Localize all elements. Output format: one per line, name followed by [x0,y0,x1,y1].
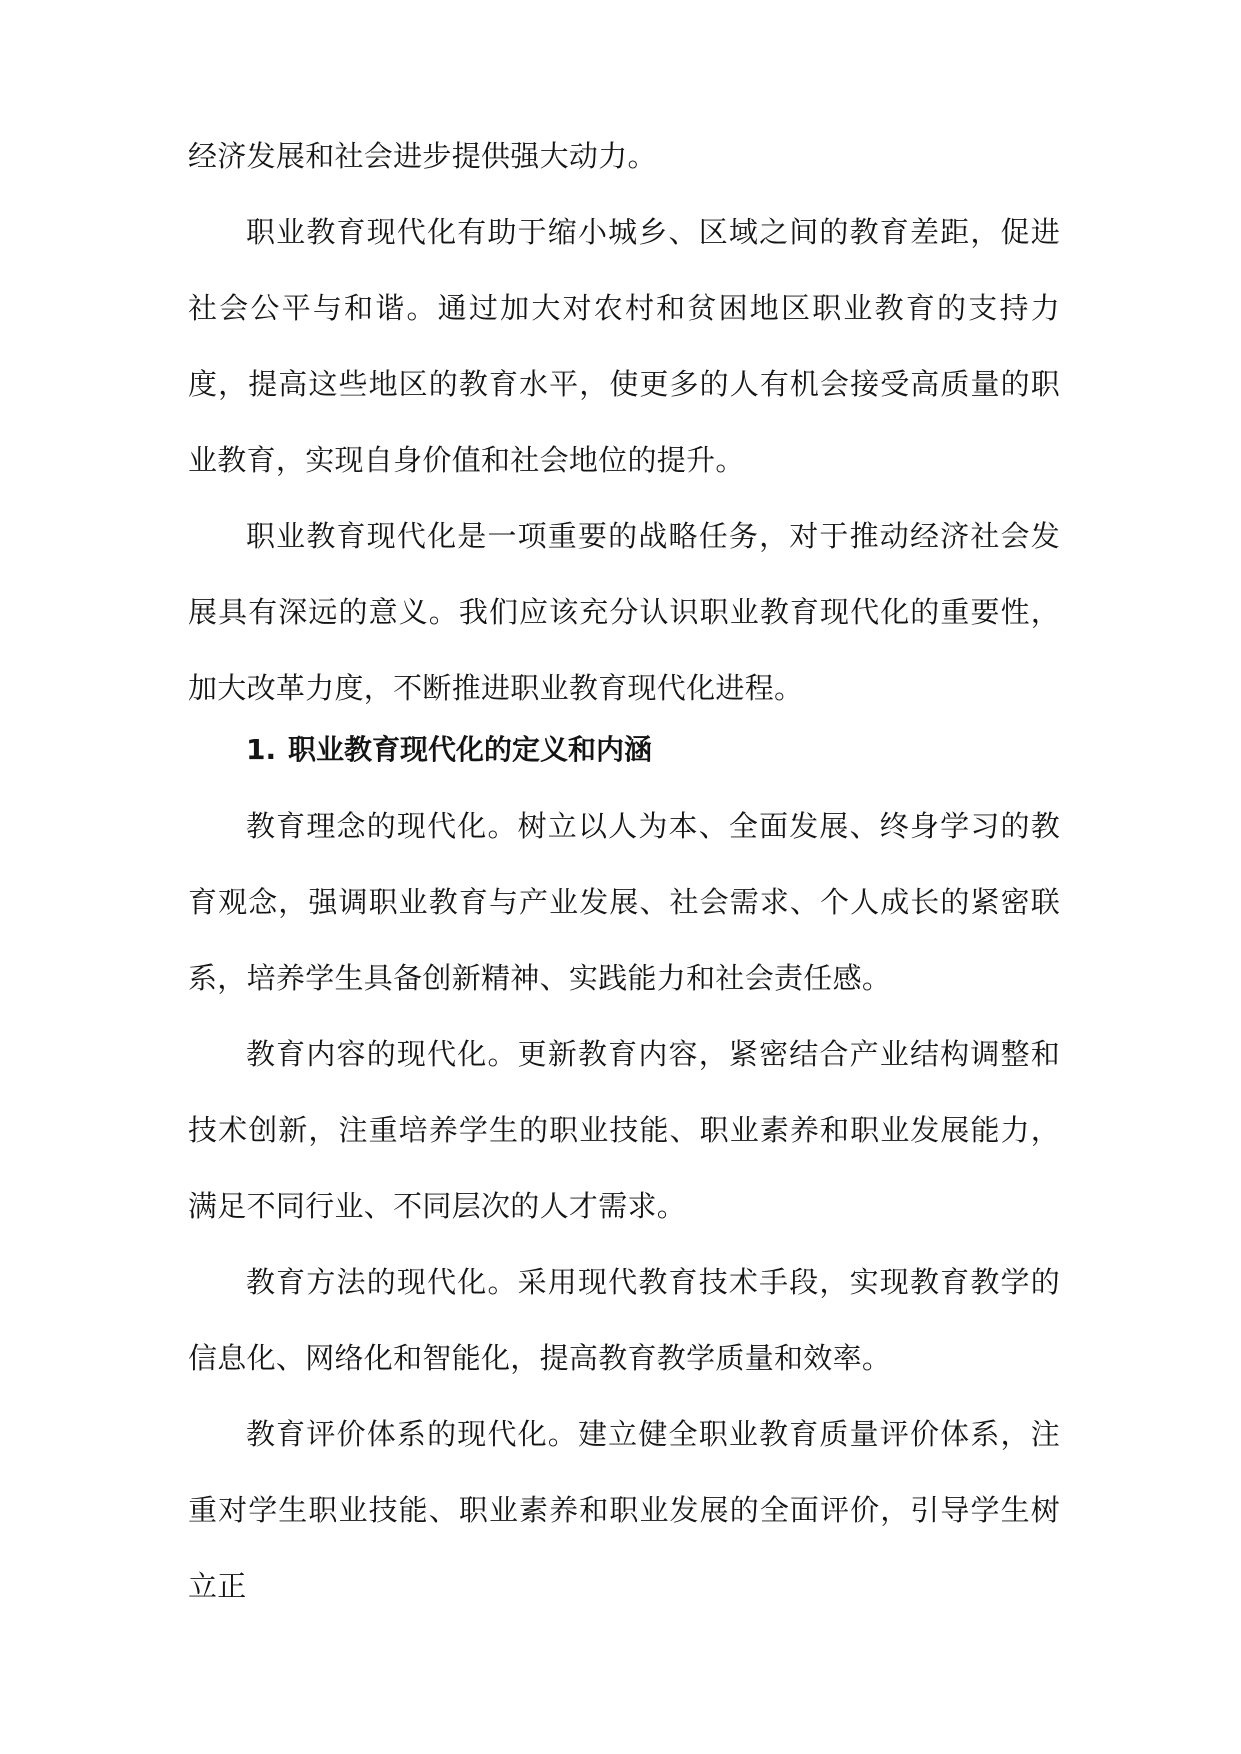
paragraph-education-gap: 职业教育现代化有助于缩小城乡、区域之间的教育差距，促进社会公平与和谐。通过加大对农村和贫困地区职业教育的支持力度，提高这些地区的教育水平，使更多的人有机会接受高质量的职业教育，实现自身价值和社会地位的提升。 [188,215,1060,477]
section-number: 1. [246,733,277,766]
paragraph-education-method: 教育方法的现代化。采用现代教育技术手段，实现教育教学的信息化、网络化和智能化，提高教育教学质量和效率。 [188,1265,1060,1375]
paragraph-strategic-task: 职业教育现代化是一项重要的战略任务，对于推动经济社会发展具有深远的意义。我们应该充分认识职业教育现代化的重要性，加大改革力度，不断推进职业教育现代化进程。 [188,519,1060,705]
paragraph-education-content: 教育内容的现代化。更新教育内容，紧密结合产业结构调整和技术创新，注重培养学生的职业技能、职业素养和职业发展能力，满足不同行业、不同层次的人才需求。 [188,1037,1060,1223]
section-heading [246,712,652,788]
paragraph-education-concept: 教育理念的现代化。树立以人为本、全面发展、终身学习的教育观念，强调职业教育与产业发展、社会需求、个人成长的紧密联系，培养学生具备创新精神、实践能力和社会责任感。 [188,809,1060,995]
section-title: 职业教育现代化的定义和内涵 [288,733,653,766]
paragraph-education-evaluation: 教育评价体系的现代化。建立健全职业教育质量评价体系，注重对学生职业技能、职业素养和职业发展的全面评价，引导学生树立正 [188,1417,1060,1603]
paragraph-continuation: 经济发展和社会进步提供强大动力。 [188,139,657,173]
